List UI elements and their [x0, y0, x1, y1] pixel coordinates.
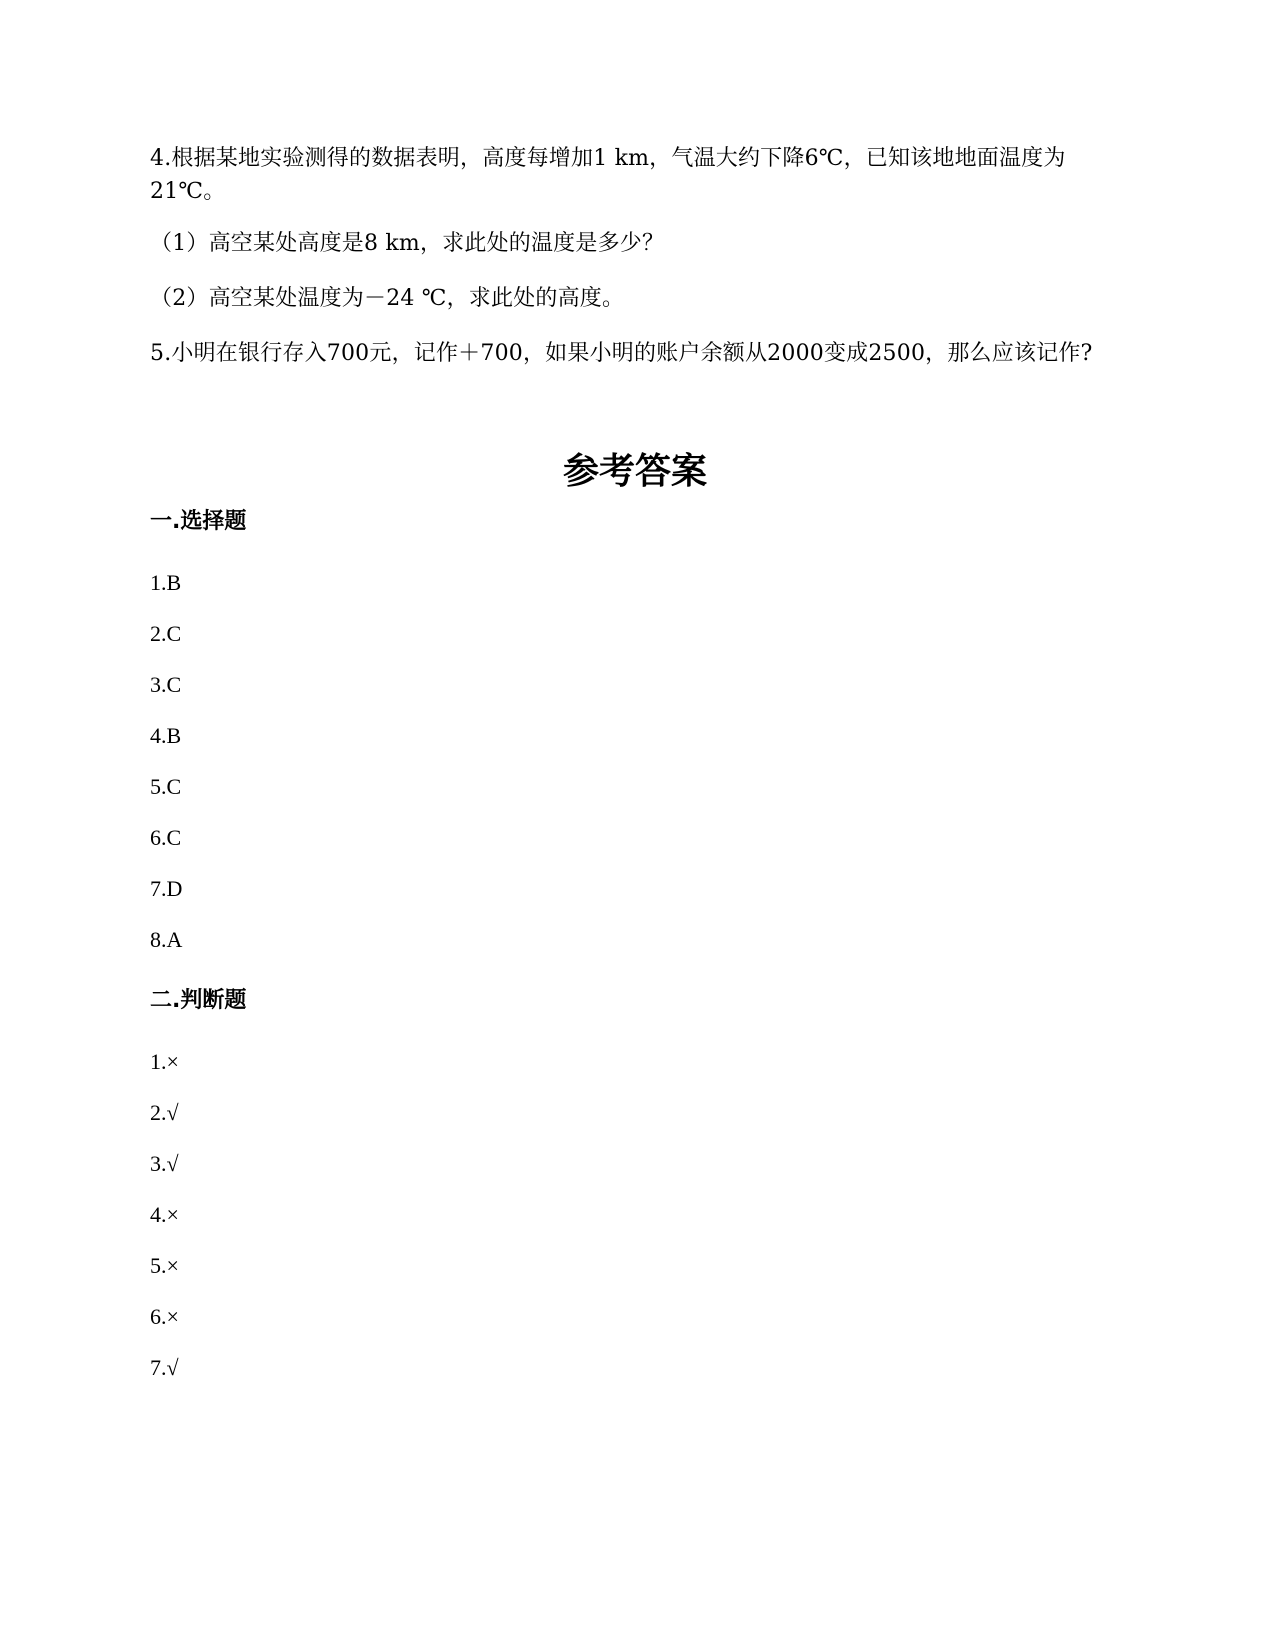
answer-item: 8.A: [150, 927, 183, 952]
question-4-part-1: （1）高空某处高度是8 km，求此处的温度是多少？: [150, 231, 665, 256]
answer-item: 5.×: [150, 1253, 179, 1278]
answer-item: 3.√: [150, 1151, 179, 1176]
answer-item: 6.C: [150, 825, 182, 850]
answer-item: 2.√: [150, 1100, 179, 1125]
question-4-part-2: （2）高空某处温度为－24 ℃，求此处的高度。: [150, 286, 625, 311]
answer-item: 3.C: [150, 672, 182, 697]
answer-item: 2.C: [150, 621, 182, 646]
document-page: [150, 0, 1120, 1650]
answer-item: 4.B: [150, 723, 182, 748]
question-5: 5.小明在银行存入700元，记作＋700，如果小明的账户余额从2000变成2500，那么应该记作?: [150, 341, 1093, 366]
answer-item: 7.D: [150, 876, 183, 901]
answer-key-title: 参考答案: [562, 451, 707, 492]
answer-item: 6.×: [150, 1304, 179, 1329]
section-heading-true-false: 二.判断题: [150, 988, 247, 1013]
answer-item: 5.C: [150, 774, 182, 799]
section-heading-multiple-choice: 一.选择题: [150, 509, 247, 534]
question-4-intro: 4.根据某地实验测得的数据表明，高度每增加1 km，气温大约下降6℃，已知该地地面温度为21℃。: [150, 146, 1066, 204]
answer-item: 1.B: [150, 570, 182, 595]
answer-item: 4.×: [150, 1202, 179, 1227]
answer-item: 7.√: [150, 1355, 179, 1380]
answer-item: 1.×: [150, 1049, 179, 1074]
